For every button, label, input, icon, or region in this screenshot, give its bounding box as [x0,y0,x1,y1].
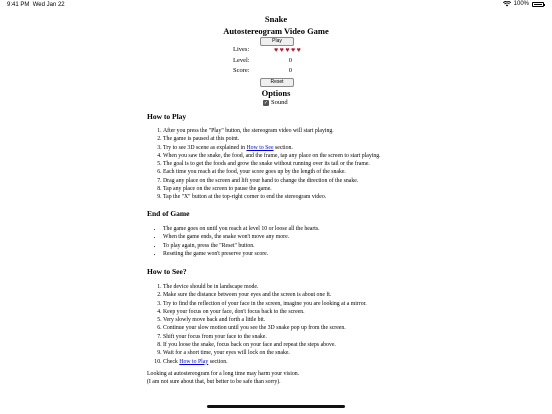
vision-warning [147,370,299,386]
status-bar [0,0,552,10]
list-item [163,308,463,316]
list-item-text: When the game ends, the snake won't move any more. [163,234,290,241]
list-item-text: After you press the "Play" button, the stereogram video will start playing. [163,128,334,134]
list-item-text: Try to find the reflection of your face in the screen, imagine you are looking at a mirror. [163,300,367,307]
list-item [163,341,463,349]
list-item [163,144,463,152]
score-value: 0 [288,67,292,74]
list-item [163,349,463,357]
end-of-game-heading: End of Game [147,209,190,218]
wifi-icon [503,1,511,7]
list-item-text: If you loose the snake, focus back on your face and repeat the steps above. [163,342,336,349]
list-item [163,324,463,332]
list-item [163,316,463,324]
sound-option[interactable] [263,99,288,106]
how-to-play-list [147,127,463,202]
heart-icon: ♥ [296,46,301,54]
list-item [163,193,463,201]
score-label: Score: [233,67,250,74]
list-item [163,233,463,241]
list-item [163,291,463,299]
heart-icon: ♥ [285,46,290,54]
list-item-text: Keep your focus on your face, don't focus back to the screen. [163,308,305,315]
how-to-see-link[interactable]: How to See [246,144,274,151]
list-item-text: Drag any place on the screen and lift your hand to change the direction of the snake. [163,177,359,184]
list-item-text: Tap the "X" button at the top-right corner to end the stereogram video. [163,194,327,201]
list-item [163,358,463,366]
list-item-text: Make sure the distance between your eyes and the screen is about one ft. [163,292,332,299]
list-item-text: Wait for a short time, your eyes will lock on the snake. [163,350,290,357]
end-of-game-list [147,225,463,258]
lives-label: Lives: [233,46,250,53]
home-indicator[interactable] [207,405,345,408]
date-text: Wed Jan 22 [32,2,65,8]
list-item-text: Very slowly move back and forth a little bit. [163,317,266,324]
battery-percent: 100% [513,1,529,7]
list-item-text: Shift your focus from your face to the snake. [163,333,267,340]
page-title: Snake [264,14,288,24]
list-item [163,168,463,176]
heart-icon: ♥ [279,46,284,54]
list-item [163,160,463,168]
how-to-see-heading: How to See? [147,267,187,276]
time-text: 9:41 PM [7,2,30,8]
heart-icon: ♥ [290,46,296,54]
list-item [163,185,463,193]
list-item-text: The game is paused at this point. [163,136,240,143]
list-item-text: To play again, press the "Reset" button. [163,242,255,249]
list-item-text: Each time you reach at the food, your score goes up by the length of the snake. [163,169,346,176]
list-item [163,152,463,160]
list-item-text: The game goes on until you reach at level 10 or loose all the hearts. [163,226,320,232]
how-to-play-link[interactable]: How to Play [179,358,209,365]
sound-checkbox[interactable]: ✓ [263,99,269,106]
level-value: 0 [288,57,292,64]
list-item-text: When you saw the snake, the food, and the frame, tap any place on the screen to start playing. [163,152,381,159]
list-item-text: Continue your slow motion until you see the 3D snake pop up from the screen. [163,325,346,332]
list-item-text: The device should be in landscape mode. [163,284,259,290]
list-item [163,225,463,233]
options-heading: Options [261,88,291,98]
list-item [163,283,463,291]
list-item [163,250,463,258]
how-to-play-heading: How to Play [147,112,187,121]
list-item-text: Tap any place on the screen to pause the game. [163,186,272,193]
list-item-text: Check [163,358,180,365]
status-time [7,2,65,8]
page-subtitle: Autostereogram Video Game [223,26,329,36]
list-item [163,242,463,250]
lives-hearts [274,46,301,54]
warning-line: Looking at autostereogram for a long time may harm your vision. [147,371,300,377]
list-item [163,300,463,308]
heart-icon: ♥ [274,46,279,54]
list-item [163,127,463,135]
warning-line: (I am not sure about that, but better to be safe than sorry). [147,379,281,385]
list-item-text: section. [208,358,228,365]
list-item [163,177,463,185]
battery-icon [532,2,544,7]
level-label: Level: [233,57,250,64]
sound-label: Sound [271,99,288,106]
list-item [163,135,463,143]
list-item-text: section. [273,144,293,151]
list-item-text: Reseting the game won't preserve your score. [163,250,269,257]
play-button[interactable]: Play [260,37,294,46]
how-to-see-list [147,283,463,366]
status-right [503,1,544,7]
list-item-text: Try to see 3D scene as explained in [163,144,247,151]
list-item [163,333,463,341]
list-item-text: The goal is to get the foods and grow the snake without running over its tail or the frame. [163,161,370,168]
reset-button[interactable]: Reset [260,78,294,87]
